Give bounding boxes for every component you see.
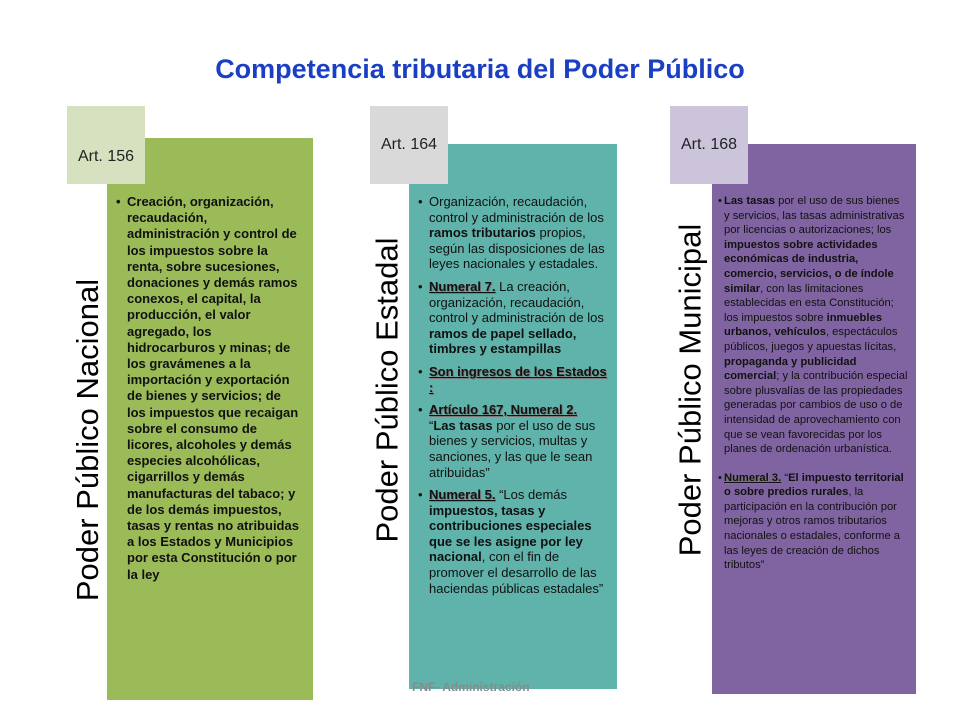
nacional-article-tab	[67, 106, 145, 184]
list-item	[417, 279, 607, 357]
item-label: Numeral 3.	[724, 471, 782, 484]
municipal-heading-text: Poder Público Municipal	[672, 223, 708, 557]
item-text: por el uso de sus bienes y servicios, multas y sanciones, y las que le sean atribuidas”	[429, 417, 596, 480]
item-text: , la participación en la contribución por mejoras y otros ramos tributarios nacionales o estadales, conforme a las leyes de creación de dichos tributos”	[724, 486, 901, 572]
item-text: , con el fin de promover el desarrollo de las haciendas públicas estadales”	[429, 549, 604, 596]
item-text: Organización, recaudación, control y administración de los	[429, 194, 604, 225]
item-label: Son ingresos de los Estados :	[429, 363, 607, 395]
item-bold-text: Las tasas	[433, 417, 493, 433]
item-text: “Los demás	[495, 487, 568, 503]
list-item	[718, 471, 908, 573]
estadal-heading-text: Poder Público Estadal	[370, 237, 405, 543]
municipal-side-heading	[668, 150, 712, 630]
list-item	[417, 402, 607, 480]
list-item	[417, 487, 607, 596]
estadal-bullet-list	[417, 194, 607, 596]
item-text: ; y la contribución especial sobre plusvalías de las propiedades generadas por cambios de uso o de intensidad de aprovechamiento con que se vean favorecidas por los planes de ordenación urbanística.	[724, 370, 908, 456]
municipal-content-panel	[712, 144, 916, 694]
item-label: Artículo 167, Numeral 2.	[429, 402, 578, 418]
list-item	[417, 194, 607, 272]
estadal-side-heading	[366, 150, 410, 630]
item-bold-text: El impuesto territorial o sobre predios rurales	[724, 471, 904, 499]
item-bold-text: Las tasas	[724, 195, 775, 207]
municipal-bullet-list	[718, 194, 908, 573]
municipal-article-label: Art. 168	[680, 136, 738, 153]
list-item	[718, 194, 908, 457]
list-item: • Creación, organización, recaudación, administración y control de los impuestos sobre la renta, sobre sucesiones, donaciones y demás ramos conexos, el capital, la producción, el valor agregado, los hidrocarburos y minas; de los gravámenes a la importación y exportación de bienes y servicios; de los impuestos que recaigan sobre el consumo de licores, alcoholes y demás especies alcohólicas, cigarrillos y demás manufacturas del tabaco; y de los demás impuestos, tasas y rentas no atribuidas a los Estados y Municipios por esta Constitución o por la ley	[115, 194, 299, 583]
item-text: , con las limitaciones establecidas en esta Constitución; los impuestos sobre	[724, 282, 894, 324]
item-bold-text: propaganda y publicidad comercial	[724, 355, 857, 383]
item-text: La creación, organización, recaudación, control y administración de los	[429, 278, 604, 326]
estadal-article-label: Art. 164	[380, 136, 438, 153]
nacional-article-label: Art. 156	[77, 148, 135, 165]
item-bold-text: ramos tributarios	[429, 225, 536, 241]
page-title: Competencia tributaria del Poder Público	[215, 54, 745, 84]
item-text: por el uso de sus bienes y servicios, las tasas administrativas por licencias o autorizaciones; los	[724, 195, 905, 237]
item-text: “	[429, 417, 434, 433]
item-text: propios, según las disposiciones de las leyes nacionales y estadales.	[429, 225, 605, 272]
nacional-heading-text: Poder Público Nacional	[70, 278, 105, 602]
footer-text: FNF- Administración	[412, 680, 530, 694]
nacional-bullet-list	[115, 194, 299, 583]
item-label: Numeral 5.	[429, 487, 496, 503]
item-bold-text: impuestos sobre actividades económicas de industria, comercio, servicios, o de índole similar	[724, 238, 894, 295]
item-bold-text: ramos de papel sellado, timbres y estampillas	[429, 325, 577, 357]
item-text: “	[781, 471, 789, 484]
item-bold-text: inmuebles urbanos, vehículos	[724, 311, 882, 339]
list-item	[417, 364, 607, 395]
nacional-content-panel	[107, 138, 313, 700]
estadal-content-panel	[409, 144, 617, 689]
item-text: , espectáculos públicos, juegos y apuestas lícitas,	[724, 326, 898, 353]
item-label: Numeral 7.	[429, 278, 496, 294]
item-bold-text: impuestos, tasas y contribuciones especiales que se les asigne por ley nacional	[429, 502, 592, 565]
nacional-side-heading	[66, 200, 110, 680]
